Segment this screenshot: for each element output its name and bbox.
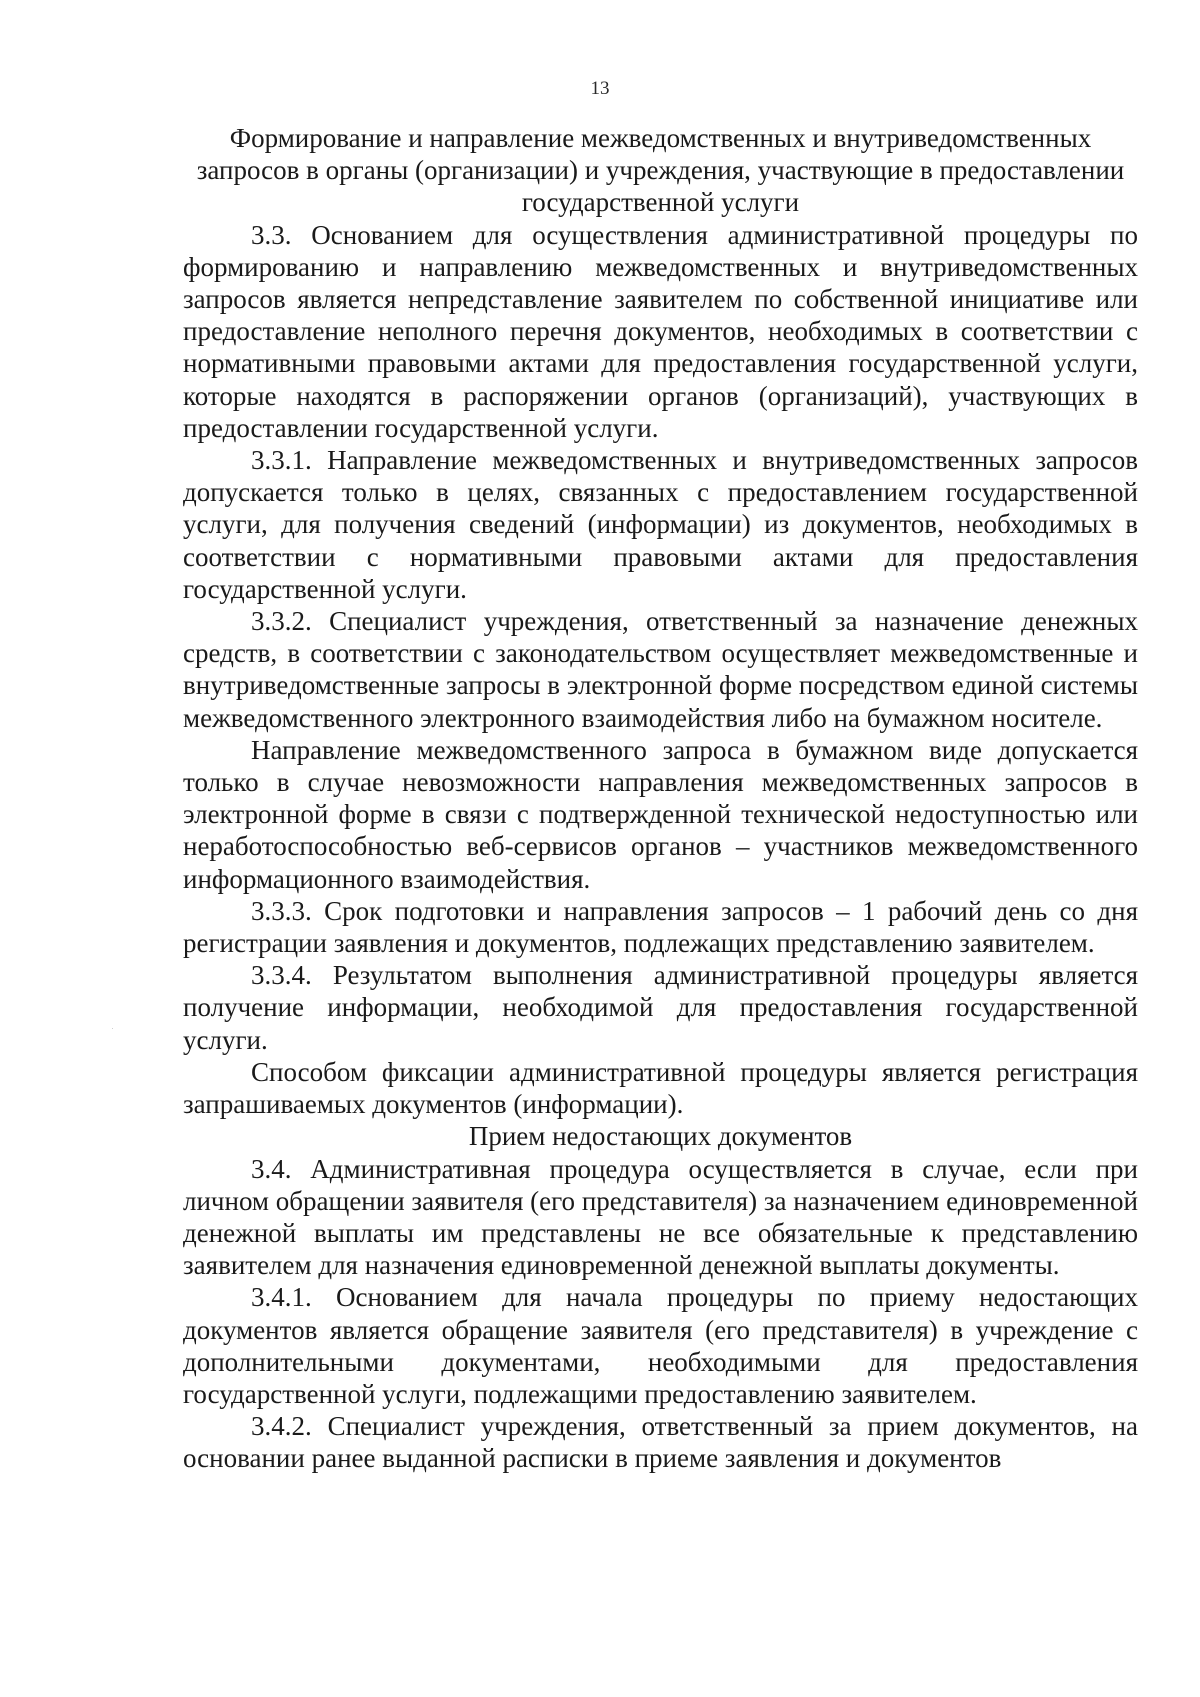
section-heading-interagency-requests: Формирование и направление межведомственных и внутриведомственных запросов в органы (организации) и учреждения, участвующие в предоставлении государственной услуги: [196, 123, 1125, 218]
paragraph-3-3-3: 3.3.3. Срок подготовки и направления запросов – 1 рабочий день со дня регистрации заявления и документов, подлежащих представлению заявителем.: [183, 895, 1138, 959]
paragraph-3-3: 3.3. Основанием для осуществления административной процедуры по формированию и направлению межведомственных и внутриведомственных запросов является непредставление заявителем по собственной инициативе или предоставление неполного перечня документов, необходимых в соответствии с нормативными правовыми актами для предоставления государственной услуги, которые находятся в распоряжении органов (организаций), участвующих в предоставлении государственной услуги.: [183, 219, 1138, 443]
page-number: 13: [590, 78, 610, 99]
paragraph-fixation-method: Способом фиксации административной процедуры является регистрация запрашиваемых документов (информации).: [183, 1056, 1138, 1120]
paragraph-3-4-2: 3.4.2. Специалист учреждения, ответственный за прием документов, на основании ранее выданной расписки в приеме заявления и документов: [183, 1411, 1138, 1474]
paragraph-3-3-4: 3.3.4. Результатом выполнения административной процедуры является получение информации, необходимой для предоставления государственной услуги.: [183, 960, 1138, 1055]
document-body: [183, 122, 1138, 1475]
scan-speck: [112, 1028, 113, 1029]
paragraph-3-3-2: 3.3.2. Специалист учреждения, ответственный за назначение денежных средств, в соответствии с законодательством осуществляет межведомственные и внутриведомственные запросы в электронной форме посредством единой системы межведомственного электронного взаимодействия либо на бумажном носителе.: [183, 606, 1138, 733]
paragraph-3-4: 3.4. Административная процедура осуществляется в случае, если при личном обращении заявителя (его представителя) за назначением единовременной денежной выплаты им представлены не все обязательные к представлению заявителем для назначения единовременной денежной выплаты документы.: [183, 1153, 1138, 1281]
paragraph-3-3-1: 3.3.1. Направление межведомственных и внутриведомственных запросов допускается только в целях, связанных с предоставлением государственной услуги, для получения сведений (информации) из документов, необходимых в соответствии с нормативными правовыми актами для предоставления государственной услуги.: [183, 445, 1138, 604]
paragraph-paper-request: Направление межведомственного запроса в бумажном виде допускается только в случае невозможности направления межведомственных запросов в электронной форме в связи с подтвержденной технической недоступностью или неработоспособностью веб-сервисов органов – участников межведомственного информационного взаимодействия.: [183, 734, 1138, 894]
paragraph-3-4-1: 3.4.1. Основанием для начала процедуры по приему недостающих документов является обращение заявителя (его представителя) в учреждение с дополнительными документами, необходимыми для предоставления государственной услуги, подлежащими предоставлению заявителем.: [183, 1282, 1138, 1409]
section-heading-missing-documents: Прием недостающих документов: [468, 1121, 853, 1152]
